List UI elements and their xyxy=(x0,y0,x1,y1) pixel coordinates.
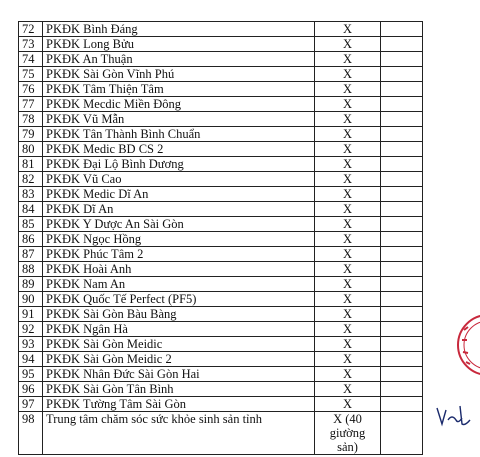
row-number-cell: 85 xyxy=(19,217,43,232)
mark-cell: X xyxy=(315,292,381,307)
mark-cell: X xyxy=(315,322,381,337)
row-number-cell: 95 xyxy=(19,367,43,382)
facility-name-cell: PKĐK Sài Gòn Meidic 2 xyxy=(43,352,315,367)
row-number-cell: 74 xyxy=(19,52,43,67)
facility-name-cell: PKĐK Sài Gòn Vĩnh Phú xyxy=(43,67,315,82)
empty-cell xyxy=(381,307,423,322)
mark-cell: X xyxy=(315,37,381,52)
empty-cell xyxy=(381,412,423,455)
mark-cell: X xyxy=(315,52,381,67)
row-number-cell: 79 xyxy=(19,127,43,142)
mark-cell: X xyxy=(315,172,381,187)
mark-cell: X xyxy=(315,217,381,232)
facility-name-cell: PKĐK Bình Đáng xyxy=(43,22,315,37)
empty-cell xyxy=(381,127,423,142)
empty-cell xyxy=(381,352,423,367)
facility-name-cell: PKĐK Medic BD CS 2 xyxy=(43,142,315,157)
mark-cell: X xyxy=(315,397,381,412)
table-row xyxy=(19,172,423,187)
row-number-cell: 76 xyxy=(19,82,43,97)
empty-cell xyxy=(381,262,423,277)
empty-cell xyxy=(381,97,423,112)
table-row xyxy=(19,367,423,382)
row-number-cell: 78 xyxy=(19,112,43,127)
facility-name-cell: PKĐK Sài Gòn Meidic xyxy=(43,337,315,352)
empty-cell xyxy=(381,22,423,37)
row-number-cell: 94 xyxy=(19,352,43,367)
table-row xyxy=(19,37,423,52)
table-row xyxy=(19,232,423,247)
mark-cell: X (40 giường sản) xyxy=(315,412,381,455)
row-number-cell: 77 xyxy=(19,97,43,112)
table-row xyxy=(19,322,423,337)
row-number-cell: 84 xyxy=(19,202,43,217)
facility-name-cell: PKĐK Ngọc Hồng xyxy=(43,232,315,247)
table-row xyxy=(19,22,423,37)
mark-cell: X xyxy=(315,277,381,292)
mark-cell: X xyxy=(315,232,381,247)
mark-cell: X xyxy=(315,157,381,172)
facility-name-cell: PKĐK Y Dược An Sài Gòn xyxy=(43,217,315,232)
mark-cell: X xyxy=(315,307,381,322)
row-number-cell: 98 xyxy=(19,412,43,455)
facility-table xyxy=(18,21,423,455)
row-number-cell: 73 xyxy=(19,37,43,52)
facility-name-cell: PKĐK Hoài Anh xyxy=(43,262,315,277)
empty-cell xyxy=(381,397,423,412)
table-row xyxy=(19,277,423,292)
table-row xyxy=(19,67,423,82)
empty-cell xyxy=(381,142,423,157)
row-number-cell: 72 xyxy=(19,22,43,37)
row-number-cell: 86 xyxy=(19,232,43,247)
table-row xyxy=(19,292,423,307)
table-row xyxy=(19,397,423,412)
table-row xyxy=(19,382,423,397)
empty-cell xyxy=(381,67,423,82)
table-row xyxy=(19,352,423,367)
table-row xyxy=(19,127,423,142)
mark-cell: X xyxy=(315,367,381,382)
facility-name-cell: PKĐK Dĩ An xyxy=(43,202,315,217)
row-number-cell: 90 xyxy=(19,292,43,307)
empty-cell xyxy=(381,172,423,187)
table-row xyxy=(19,262,423,277)
mark-cell: X xyxy=(315,22,381,37)
empty-cell xyxy=(381,217,423,232)
row-number-cell: 87 xyxy=(19,247,43,262)
mark-cell: X xyxy=(315,67,381,82)
mark-cell: X xyxy=(315,247,381,262)
table-row xyxy=(19,337,423,352)
facility-name-cell: PKĐK Tân Thành Bình Chuẩn xyxy=(43,127,315,142)
facility-name-cell: PKĐK Tường Tâm Sài Gòn xyxy=(43,397,315,412)
facility-name-cell: PKĐK Quốc Tế Perfect (PF5) xyxy=(43,292,315,307)
facility-name-cell: PKĐK Đại Lộ Bình Dương xyxy=(43,157,315,172)
facility-name-cell: PKĐK Sài Gòn Bàu Bàng xyxy=(43,307,315,322)
row-number-cell: 75 xyxy=(19,67,43,82)
empty-cell xyxy=(381,247,423,262)
table-row xyxy=(19,217,423,232)
row-number-cell: 88 xyxy=(19,262,43,277)
row-number-cell: 83 xyxy=(19,187,43,202)
empty-cell xyxy=(381,112,423,127)
table-row xyxy=(19,157,423,172)
empty-cell xyxy=(381,232,423,247)
table-row xyxy=(19,97,423,112)
red-stamp-seal xyxy=(446,300,480,390)
empty-cell xyxy=(381,37,423,52)
mark-cell: X xyxy=(315,127,381,142)
mark-cell: X xyxy=(315,97,381,112)
signature-initials xyxy=(434,400,474,430)
facility-name-cell: PKĐK An Thuận xyxy=(43,52,315,67)
empty-cell xyxy=(381,277,423,292)
table-row xyxy=(19,142,423,157)
row-number-cell: 80 xyxy=(19,142,43,157)
row-number-cell: 96 xyxy=(19,382,43,397)
empty-cell xyxy=(381,367,423,382)
facility-name-cell: PKĐK Nhân Đức Sài Gòn Hai xyxy=(43,367,315,382)
row-number-cell: 81 xyxy=(19,157,43,172)
row-number-cell: 93 xyxy=(19,337,43,352)
facility-name-cell: PKĐK Ngân Hà xyxy=(43,322,315,337)
empty-cell xyxy=(381,157,423,172)
mark-cell: X xyxy=(315,187,381,202)
mark-cell: X xyxy=(315,82,381,97)
table-row xyxy=(19,247,423,262)
empty-cell xyxy=(381,82,423,97)
facility-name-cell: PKĐK Long Bửu xyxy=(43,37,315,52)
row-number-cell: 92 xyxy=(19,322,43,337)
table-row xyxy=(19,52,423,67)
empty-cell xyxy=(381,202,423,217)
facility-name-cell: PKĐK Vũ Mẫn xyxy=(43,112,315,127)
mark-cell: X xyxy=(315,382,381,397)
empty-cell xyxy=(381,187,423,202)
row-number-cell: 97 xyxy=(19,397,43,412)
table-row xyxy=(19,187,423,202)
table-row xyxy=(19,307,423,322)
row-number-cell: 89 xyxy=(19,277,43,292)
mark-cell: X xyxy=(315,262,381,277)
facility-name-cell: Trung tâm chăm sóc sức khỏe sinh sản tỉnh xyxy=(43,412,315,455)
empty-cell xyxy=(381,52,423,67)
facility-name-cell: PKĐK Vũ Cao xyxy=(43,172,315,187)
mark-cell: X xyxy=(315,337,381,352)
table-row xyxy=(19,202,423,217)
mark-cell: X xyxy=(315,352,381,367)
empty-cell xyxy=(381,382,423,397)
facility-name-cell: PKĐK Sài Gòn Tân Bình xyxy=(43,382,315,397)
facility-name-cell: PKĐK Mecdic Miền Đông xyxy=(43,97,315,112)
table-row xyxy=(19,82,423,97)
facility-name-cell: PKĐK Medic Dĩ An xyxy=(43,187,315,202)
table-row xyxy=(19,112,423,127)
table-row xyxy=(19,412,423,455)
row-number-cell: 91 xyxy=(19,307,43,322)
empty-cell xyxy=(381,292,423,307)
empty-cell xyxy=(381,337,423,352)
mark-cell: X xyxy=(315,142,381,157)
facility-name-cell: PKĐK Nam An xyxy=(43,277,315,292)
mark-cell: X xyxy=(315,112,381,127)
facility-table-body xyxy=(19,22,423,455)
row-number-cell: 82 xyxy=(19,172,43,187)
facility-name-cell: PKĐK Phúc Tâm 2 xyxy=(43,247,315,262)
empty-cell xyxy=(381,322,423,337)
facility-name-cell: PKĐK Tâm Thiện Tâm xyxy=(43,82,315,97)
mark-cell: X xyxy=(315,202,381,217)
